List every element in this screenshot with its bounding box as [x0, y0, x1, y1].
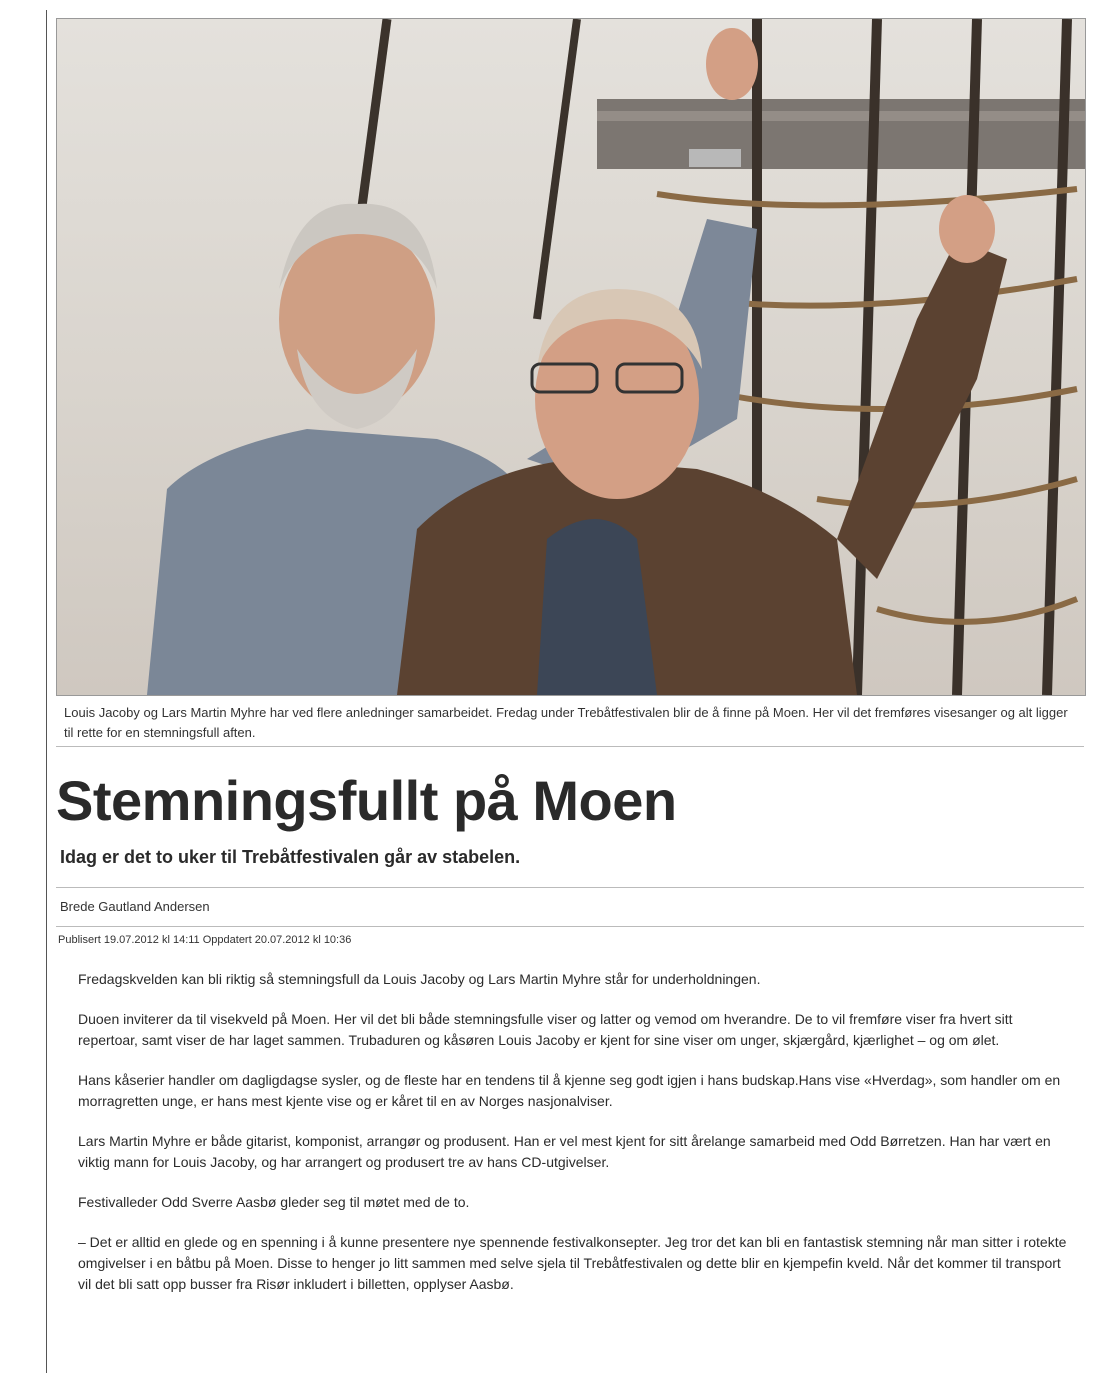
paragraph: Duoen inviterer da til visekveld på Moen. Her vil det bli både stemningsfulle viser og latter og vemod om hverandre. De to vil fremføre viser fra hvert sitt repertoar, samt viser de har laget sammen. Trubaduren og kåsøren Louis Jacoby er kjent for sine viser om unger, skjærgård, kjærlighet – og om ølet.	[78, 1011, 1013, 1048]
article-dateline: Publisert 19.07.2012 kl 14:11 Oppdatert 20.07.2012 kl 10:36	[58, 934, 352, 946]
article-body	[78, 969, 1068, 1314]
article-subheadline: Idag er det to uker til Trebåtfestivalen går av stabelen.	[60, 847, 521, 867]
paragraph: Lars Martin Myhre er både gitarist, komponist, arrangør og produsent. Han er vel mest kjent for sitt årelange samarbeid med Odd Børretzen. Han har vært en viktig mann for Louis Jacoby, og har arrangert og produsert tre av hans CD-utgivelser.	[78, 1133, 1051, 1170]
paragraph: – Det er alltid en glede og en spenning i å kunne presentere nye spennende festivalkonsepter. Jeg tror det kan bli en fantastisk stemning når man sitter i rotekte omgivelser i en båtbu på Moen. Disse to henger jo litt sammen med selve sjela til Trebåtfestivalen og dette blir en kjempefin kveld. Når det kommer til transport vil det bli satt opp busser fra Risør inkludert i billetten, opplyser Aasbø.	[78, 1234, 1067, 1292]
photo-caption: Louis Jacoby og Lars Martin Myhre har ved flere anledninger samarbeidet. Fredag under Trebåtfestivalen blir de å finne på Moen. Her vil det fremføres visesanger og alt ligger til rette for en stemningsfull aften.	[64, 705, 1068, 740]
article-headline: Stemningsfullt på Moen	[56, 769, 677, 832]
article-photo	[56, 18, 1086, 696]
paragraph: Hans kåserier handler om dagligdagse sysler, og de fleste har en tendens til å kjenne seg godt igjen i hans budskap.Hans vise «Hverdag», som handler om en morragretten unge, er hans mest kjente vise og er kåret til en av Norges nasjonalviser.	[78, 1072, 1061, 1109]
paragraph: Festivalleder Odd Sverre Aasbø gleder seg til møtet med de to.	[78, 1194, 470, 1210]
paragraph: Fredagskvelden kan bli riktig så stemningsfull da Louis Jacoby og Lars Martin Myhre står for underholdningen.	[78, 971, 761, 987]
byline-divider	[56, 887, 1084, 888]
dateline-divider	[56, 926, 1084, 927]
caption-divider	[56, 746, 1084, 747]
article-byline: Brede Gautland Andersen	[60, 899, 210, 914]
page-margin-rule	[46, 10, 47, 1373]
photo-two-men-rigging-icon	[57, 19, 1085, 695]
